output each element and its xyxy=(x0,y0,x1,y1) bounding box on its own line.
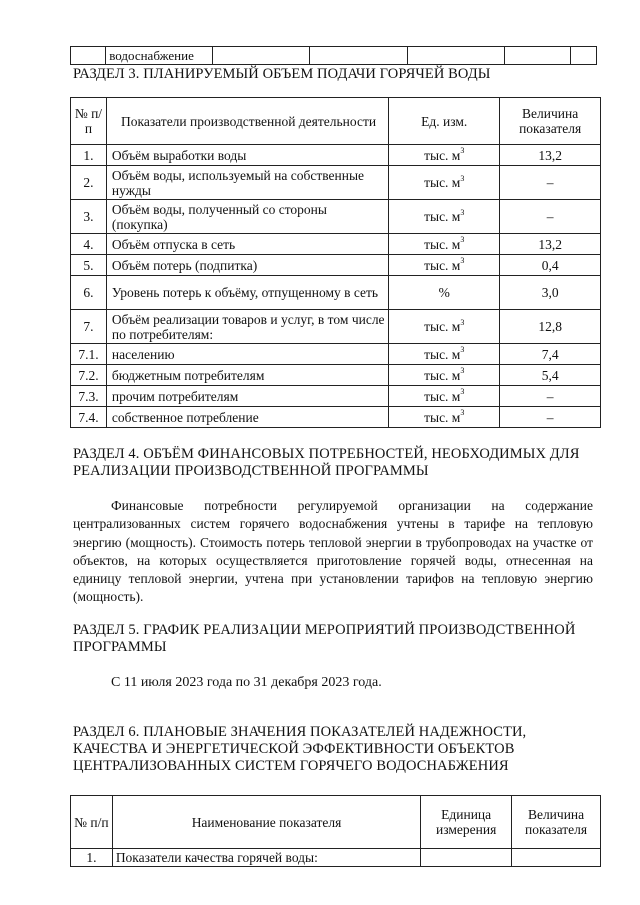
row-name: Показатели качества горячей воды: xyxy=(112,849,420,867)
row-unit xyxy=(389,407,500,428)
header-num: № п/п xyxy=(71,98,107,145)
table-row xyxy=(71,255,601,276)
table-cell xyxy=(505,47,570,65)
row-name-text: Объём потерь (подпитка) xyxy=(111,257,258,273)
row-value xyxy=(500,386,601,407)
row-name-text: бюджетным потребителям xyxy=(111,367,265,383)
row-value xyxy=(500,344,601,365)
row-num xyxy=(71,407,107,428)
row-num xyxy=(71,386,107,407)
header-name: Показатели производственной деятельности xyxy=(106,98,388,145)
row-unit xyxy=(389,310,500,344)
row-value-text: 13,2 xyxy=(538,147,562,163)
row-value-text: – xyxy=(546,388,554,404)
table-row xyxy=(71,344,601,365)
row-name xyxy=(106,365,388,386)
row-num xyxy=(71,200,107,234)
row-unit xyxy=(389,365,500,386)
table-row xyxy=(71,276,601,310)
row-name xyxy=(106,407,388,428)
row-value xyxy=(500,407,601,428)
row-unit-text: тыс. м xyxy=(424,209,461,224)
table-cell xyxy=(212,47,309,65)
row-unit-text: тыс. м xyxy=(424,346,461,362)
row-unit xyxy=(421,849,512,867)
row-unit xyxy=(389,145,500,166)
row-unit-text: тыс. м xyxy=(424,175,461,190)
row-value xyxy=(500,145,601,166)
unit-superscript: 3 xyxy=(460,387,465,396)
row-value xyxy=(500,166,601,200)
row-value-text: – xyxy=(546,209,554,224)
row-value xyxy=(500,255,601,276)
table-row xyxy=(71,849,601,867)
row-unit xyxy=(389,276,500,310)
row-num-text: 7.3. xyxy=(78,388,99,404)
row-num-text: 2. xyxy=(83,175,94,190)
row-unit-text: тыс. м xyxy=(424,257,461,273)
section-6-title: РАЗДЕЛ 6. ПЛАНОВЫЕ ЗНАЧЕНИЯ ПОКАЗАТЕЛЕЙ НАДЕЖНОСТИ, КАЧЕСТВА И ЭНЕРГЕТИЧЕСКОЙ ЭФФЕКТИВНОСТИ ОБЪЕКТОВ ЦЕНТРАЛИЗОВАННЫХ СИСТЕМ ГОРЯЧЕГО ВОДОСНАБЖЕНИЯ xyxy=(73,724,527,774)
row-value xyxy=(500,365,601,386)
row-unit-text: тыс. м xyxy=(424,367,461,383)
table-cell xyxy=(570,47,597,65)
row-name xyxy=(106,145,388,166)
row-name xyxy=(106,386,388,407)
row-num xyxy=(71,310,107,344)
row-num xyxy=(71,276,107,310)
row-name xyxy=(106,310,388,344)
section-5-schedule-text: С 11 июля 2023 года по 31 декабря 2023 года. xyxy=(111,675,382,690)
header-num: № п/п xyxy=(71,796,113,849)
header-name: Наименование показателя xyxy=(112,796,420,849)
unit-superscript: 3 xyxy=(460,317,465,327)
section-3-table xyxy=(70,97,601,428)
row-num xyxy=(71,234,107,255)
table-cell: водоснабжение xyxy=(106,47,213,65)
table-cell xyxy=(71,47,106,65)
table-row xyxy=(71,365,601,386)
row-name-text: собственное потребление xyxy=(111,409,259,425)
row-num xyxy=(71,166,107,200)
table-cell xyxy=(310,47,407,65)
row-name-text: Объём воды, полученный со стороны (покупка) xyxy=(111,201,327,232)
row-value-text: 7,4 xyxy=(541,346,559,362)
section-4-paragraph: Финансовые потребности регулируемой организации на содержание централизованных систем горячего водоснабжения учтены в тарифе на тепловую энергию (мощность). Стоимость потерь тепловой энергии в трубопроводах на участке от объектов, на которых осуществляется приготовление горячей воды, отнесенная на единицу тепловой энергии, учтена при установлении тарифов на тепловую энергию (мощность). xyxy=(73,498,593,605)
unit-superscript: 3 xyxy=(460,235,465,244)
row-unit xyxy=(389,344,500,365)
row-unit-text: тыс. м xyxy=(424,388,461,404)
row-num xyxy=(71,145,107,166)
row-name xyxy=(106,166,388,200)
table-header-row xyxy=(71,796,601,849)
table-row xyxy=(71,234,601,255)
row-num-text: 7.2. xyxy=(78,367,99,383)
row-unit xyxy=(389,386,500,407)
table-cell xyxy=(407,47,504,65)
row-name xyxy=(106,255,388,276)
row-value xyxy=(500,200,601,234)
unit-superscript: 3 xyxy=(460,345,465,354)
row-value xyxy=(512,849,601,867)
row-name-text: прочим потребителям xyxy=(111,388,239,404)
header-unit: Ед. изм. xyxy=(389,98,500,145)
row-num-text: 6. xyxy=(83,285,94,300)
row-value-text: – xyxy=(546,175,554,190)
section-6-table xyxy=(70,795,601,867)
header-unit: Единица измерения xyxy=(421,796,512,849)
table-row xyxy=(71,47,597,65)
row-num xyxy=(71,255,107,276)
row-value xyxy=(500,310,601,344)
row-num-text: 7.1. xyxy=(78,346,99,362)
section-4-title: РАЗДЕЛ 4. ОБЪЁМ ФИНАНСОВЫХ ПОТРЕБНОСТЕЙ, НЕОБХОДИМЫХ ДЛЯ РЕАЛИЗАЦИИ ПРОИЗВОДСТВЕННОЙ ПРОГРАММЫ xyxy=(73,446,580,479)
row-unit-text: % xyxy=(438,285,450,300)
row-value-text: 0,4 xyxy=(541,257,559,273)
row-unit-text: тыс. м xyxy=(424,319,461,334)
row-name xyxy=(106,234,388,255)
row-num: 1. xyxy=(71,849,113,867)
row-value-text: 13,2 xyxy=(538,236,562,252)
row-value-text: 3,0 xyxy=(541,285,559,300)
row-unit xyxy=(389,200,500,234)
table-row xyxy=(71,145,601,166)
row-value xyxy=(500,276,601,310)
table-row xyxy=(71,310,601,344)
row-num xyxy=(71,344,107,365)
table-row xyxy=(71,386,601,407)
unit-superscript: 3 xyxy=(460,256,465,265)
row-name xyxy=(106,344,388,365)
table-row xyxy=(71,200,601,234)
row-num-text: 3. xyxy=(83,209,94,224)
row-num-text: 7. xyxy=(83,319,94,334)
row-value-text: 12,8 xyxy=(538,319,562,334)
section-3-title: РАЗДЕЛ 3. ПЛАНИРУЕМЫЙ ОБЪЕМ ПОДАЧИ ГОРЯЧЕЙ ВОДЫ xyxy=(73,66,491,82)
row-unit xyxy=(389,255,500,276)
unit-superscript: 3 xyxy=(460,207,465,217)
previous-table-fragment xyxy=(70,46,597,65)
row-value xyxy=(500,234,601,255)
row-num-text: 5. xyxy=(83,257,94,273)
table-header-row xyxy=(71,98,601,145)
row-num-text: 1. xyxy=(83,147,94,163)
row-name xyxy=(106,200,388,234)
row-name-text: Объём воды, используемый на собственные нужды xyxy=(111,167,365,198)
row-name-text: населению xyxy=(111,346,175,362)
row-value-text: – xyxy=(546,409,554,425)
unit-superscript: 3 xyxy=(460,146,465,155)
unit-superscript: 3 xyxy=(460,366,465,375)
row-num-text: 4. xyxy=(83,236,94,252)
row-num xyxy=(71,365,107,386)
header-value: Величина показателя xyxy=(512,796,601,849)
row-name-text: Объём выработки воды xyxy=(111,147,247,163)
unit-superscript: 3 xyxy=(460,173,465,183)
row-name-text: Уровень потерь к объёму, отпущенному в сеть xyxy=(111,285,379,300)
unit-superscript: 3 xyxy=(460,408,465,417)
row-unit-text: тыс. м xyxy=(424,236,461,252)
row-unit-text: тыс. м xyxy=(424,147,461,163)
row-unit-text: тыс. м xyxy=(424,409,461,425)
header-value: Величина показателя xyxy=(500,98,601,145)
table-row xyxy=(71,166,601,200)
section-5-title: РАЗДЕЛ 5. ГРАФИК РЕАЛИЗАЦИИ МЕРОПРИЯТИЙ ПРОИЗВОДСТВЕННОЙ ПРОГРАММЫ xyxy=(73,622,576,655)
row-name xyxy=(106,276,388,310)
row-value-text: 5,4 xyxy=(541,367,559,383)
row-name-text: Объём реализации товаров и услуг, в том числе по потребителям: xyxy=(111,311,385,342)
row-unit xyxy=(389,166,500,200)
row-num-text: 7.4. xyxy=(78,409,99,425)
table-row xyxy=(71,407,601,428)
row-unit xyxy=(389,234,500,255)
row-name-text: Объём отпуска в сеть xyxy=(111,236,236,252)
